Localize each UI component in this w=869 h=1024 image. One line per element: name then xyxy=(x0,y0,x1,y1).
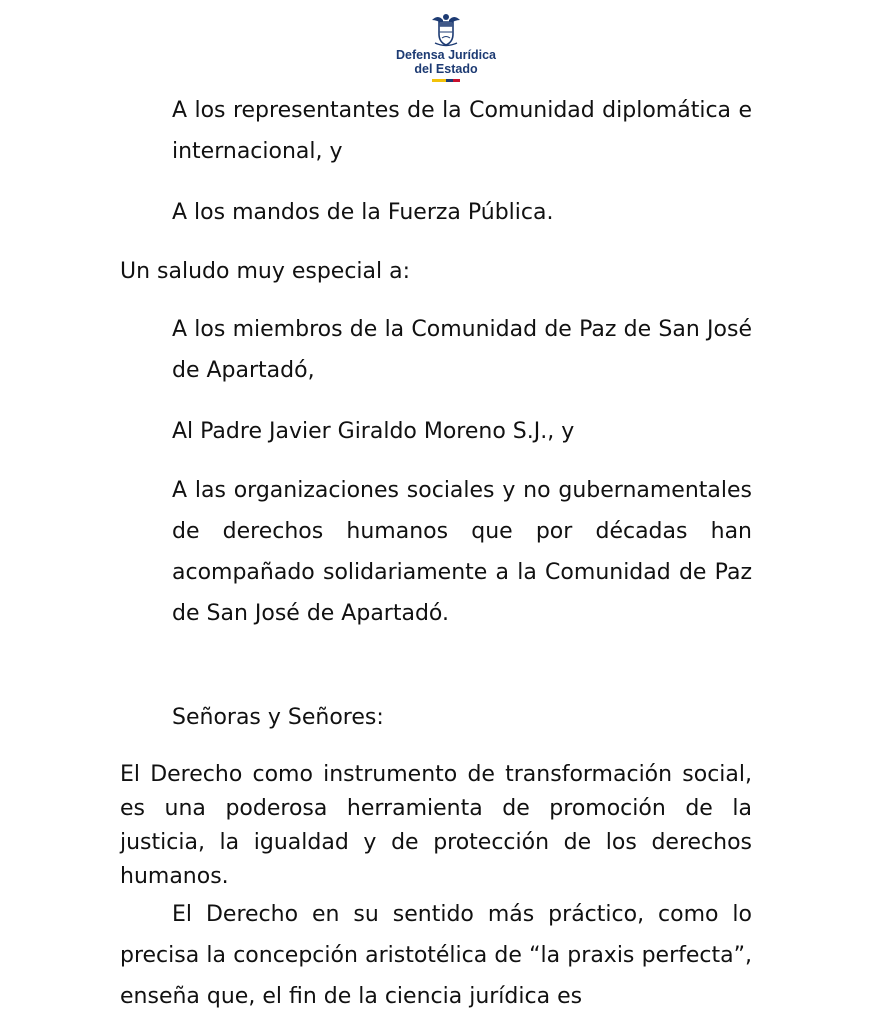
paragraph-law-instrument: El Derecho como instrumento de transformación social, es una poderosa herramienta de promoción de la justicia, la igualdad y de protección de los derechos humanos. xyxy=(120,762,752,889)
paragraph-public-force: A los mandos de la Fuerza Pública. xyxy=(172,200,554,225)
paragraph-law-practical-sense: El Derecho en su sentido más práctico, como lo precisa la concepción aristotélica de “la praxis perfecta”, enseña que, el fin de la ciencia jurídica es xyxy=(120,902,752,1009)
paragraph-special-greeting: Un saludo muy especial a: xyxy=(120,259,411,284)
paragraph-diplomatic-community: A los representantes de la Comunidad diplomática e internacional, y xyxy=(172,98,752,164)
flag-blue-stripe xyxy=(446,79,453,82)
coat-of-arms-icon xyxy=(429,12,463,48)
paragraph-organizations: A las organizaciones sociales y no gubernamentales de derechos humanos que por décadas han acompañado solidariamente a la Comunidad de Paz de San José de Apartadó. xyxy=(172,478,752,626)
flag-red-stripe xyxy=(453,79,460,82)
org-name-line-1: Defensa Jurídica xyxy=(395,48,497,62)
paragraph-peace-community: A los miembros de la Comunidad de Paz de San José de Apartadó, xyxy=(172,317,752,383)
paragraph-salutation: Señoras y Señores: xyxy=(172,705,384,730)
header-logo xyxy=(384,12,508,82)
flag-color-bar xyxy=(432,79,460,82)
paragraph-father-giraldo: Al Padre Javier Giraldo Moreno S.J., y xyxy=(172,419,575,444)
flag-yellow-stripe xyxy=(432,79,446,82)
org-name-line-2: del Estado xyxy=(414,62,478,76)
